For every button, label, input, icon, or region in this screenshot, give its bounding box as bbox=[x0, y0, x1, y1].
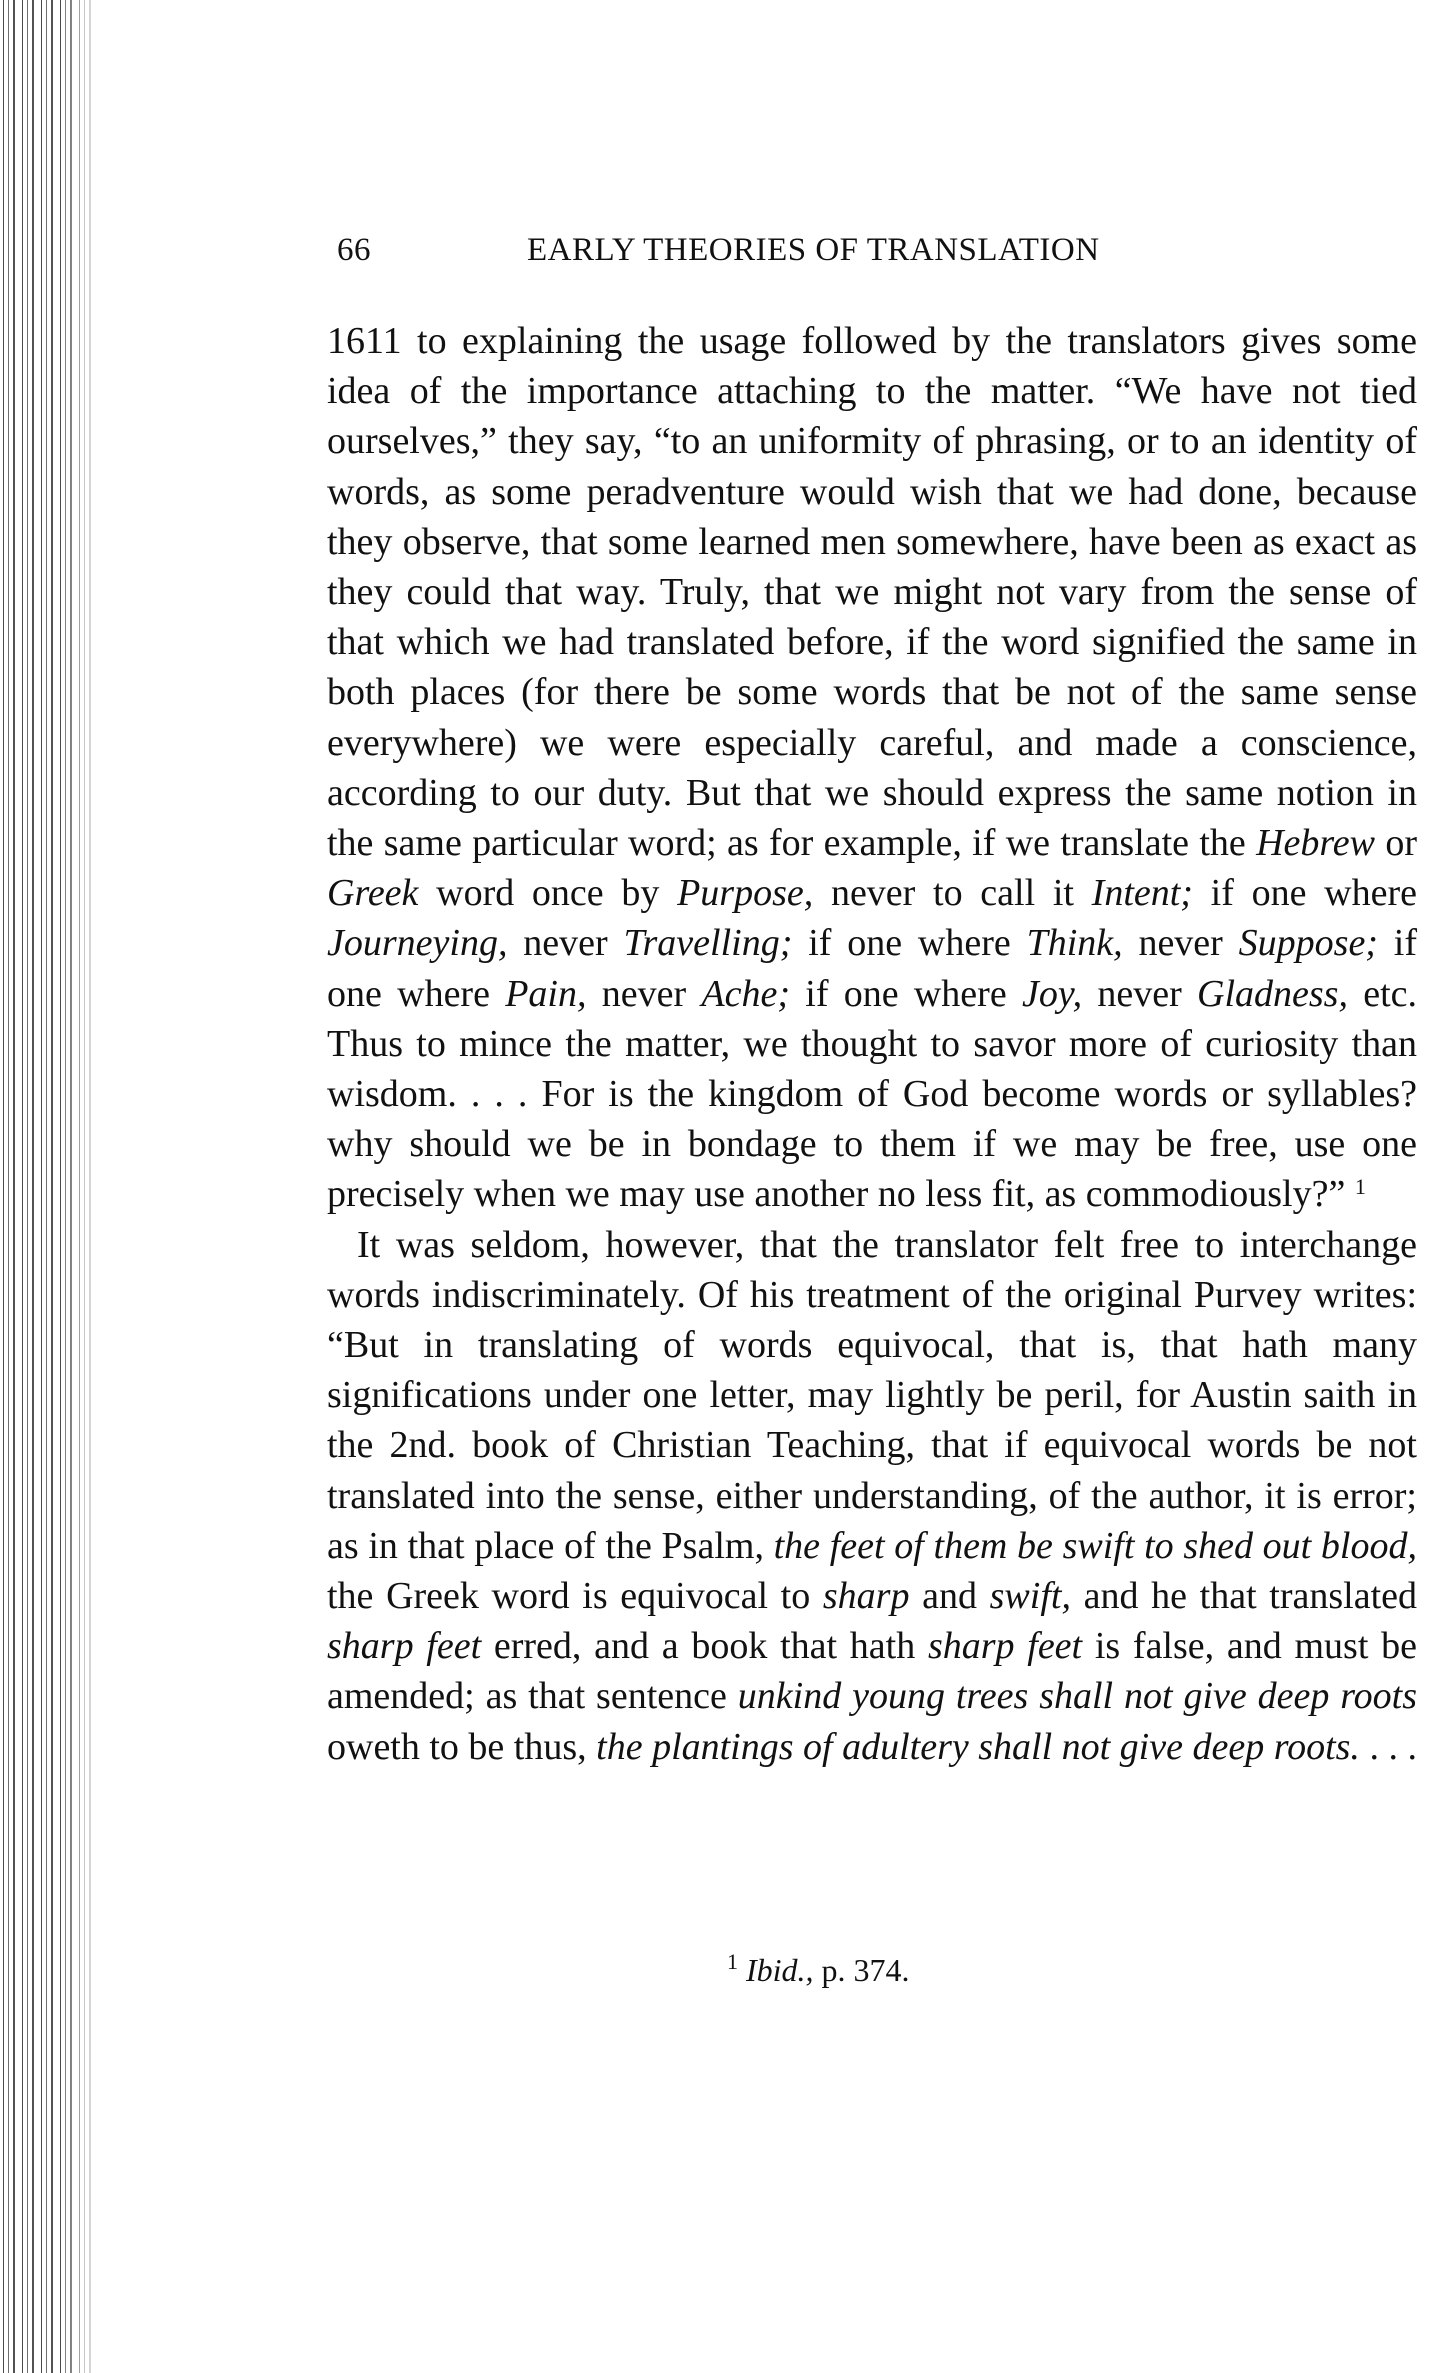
italic-text-run: sharp feet bbox=[927, 1625, 1083, 1668]
text-run: It was seldom, however, that the translator felt free to interchange words indiscriminately. Of his treatment of the original Purvey writes: “But in translating of words equivocal, that is, that hath many significations under one letter, may lightly be peril, for Austin saith in the 2nd. book of Christian Teaching, that if equivocal words be not translated into the sense, either understanding, of the author, it is error; as in that place of the Psalm, bbox=[327, 1223, 1417, 1567]
body-text bbox=[327, 316, 1417, 1772]
footnote-page: p. 374. bbox=[813, 1952, 910, 1988]
text-run: is false, and must be amended; as that sentence bbox=[327, 1625, 1417, 1718]
gutter-shadow bbox=[60, 0, 100, 2373]
paragraph-1 bbox=[327, 316, 1417, 1220]
paragraph-2 bbox=[327, 1220, 1417, 1772]
italic-text-run: Gladness, bbox=[1197, 972, 1348, 1015]
italic-text-run: Journeying, bbox=[327, 922, 508, 965]
italic-text-run: sharp bbox=[822, 1575, 910, 1618]
text-run: if one where bbox=[1192, 872, 1417, 915]
italic-text-run: Travelling; bbox=[623, 922, 793, 965]
running-head-title: EARLY THEORIES OF TRANSLATION bbox=[527, 232, 1100, 268]
text-run: the Greek word is equivocal to bbox=[327, 1575, 823, 1618]
text-run: if one where bbox=[792, 922, 1027, 965]
italic-text-run: swift, bbox=[989, 1575, 1071, 1618]
italic-text-run: Ache; bbox=[701, 972, 791, 1015]
text-run: if one where bbox=[327, 922, 1417, 1015]
italic-text-run: the feet of them be swift to shed out blood, bbox=[773, 1524, 1417, 1567]
book-page bbox=[327, 232, 1418, 1988]
text-run: never bbox=[1082, 972, 1197, 1015]
text-run: . . . bbox=[1359, 1725, 1417, 1768]
text-run: never bbox=[1122, 922, 1239, 965]
italic-text-run: sharp feet bbox=[327, 1625, 482, 1668]
footnote bbox=[727, 1949, 910, 1989]
page-number: 66 bbox=[337, 232, 371, 268]
italic-text-run: Intent; bbox=[1091, 872, 1193, 915]
italic-text-run: Purpose, bbox=[677, 872, 814, 915]
italic-text-run: Joy, bbox=[1021, 972, 1083, 1015]
italic-text-run: Think, bbox=[1026, 922, 1123, 965]
footnote-marker: 1 bbox=[727, 1949, 738, 1974]
italic-text-run: unkind young trees shall not give deep roots bbox=[737, 1675, 1418, 1718]
footnote-source: Ibid., bbox=[746, 1952, 814, 1988]
italic-text-run: Hebrew bbox=[1256, 822, 1376, 865]
footnote-reference: 1 bbox=[1354, 1174, 1366, 1200]
text-run: and bbox=[909, 1575, 990, 1618]
text-run: etc. Thus to mince the matter, we thought to savor more of curiosity than wisdom. . . . For is the kingdom of God become words or syllables? why should we be in bondage to them if we may be free, use one precisely when we may use another no less fit, as commodiously?” bbox=[327, 972, 1417, 1216]
italic-text-run: the plantings of adultery shall not give deep roots. bbox=[596, 1725, 1360, 1768]
text-run: or bbox=[1375, 822, 1417, 865]
text-run: never bbox=[586, 972, 702, 1015]
text-run: and he that translated bbox=[1070, 1575, 1417, 1618]
italic-text-run: Greek bbox=[327, 872, 419, 915]
text-run: if one where bbox=[790, 972, 1022, 1015]
running-head bbox=[327, 232, 1417, 276]
text-run: oweth to be thus, bbox=[327, 1725, 597, 1768]
text-run: word once by bbox=[418, 872, 678, 915]
text-run: 1611 to explaining the usage followed by the translators gives some idea of the importance attaching to the matter. “We have not tied ourselves,” they say, “to an uniformity of phrasing, or to an identity of words, as some peradventure would wish that we had done, because they observe, that some learned men somewhere, have been as exact as they could that way. Truly, that we might not vary from the sense of that which we had translated before, if the word signified the same in both places (for there be some words that be not of the same sense everywhere) we were especially careful, and made a conscience, according to our duty. But that we should express the same notion in the same particular word; as for example, if we translate the bbox=[327, 320, 1417, 865]
text-run: never bbox=[507, 922, 624, 965]
text-run: never to call it bbox=[813, 872, 1092, 915]
italic-text-run: Pain, bbox=[505, 972, 587, 1015]
text-run: erred, and a book that hath bbox=[481, 1625, 928, 1668]
italic-text-run: Suppose; bbox=[1238, 922, 1378, 965]
